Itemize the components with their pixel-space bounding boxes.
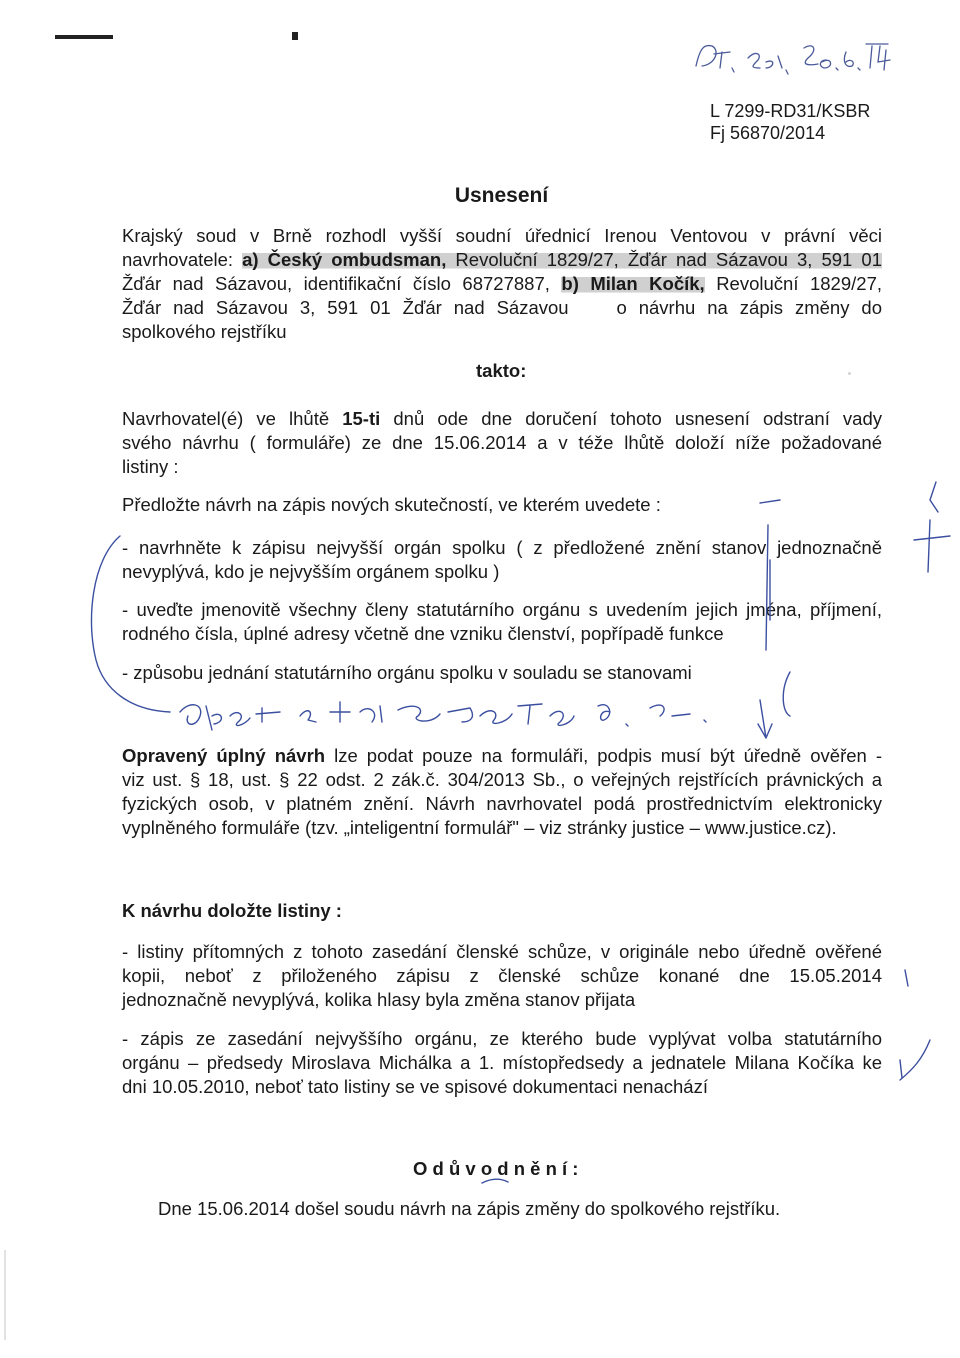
deadline-days: 15-ti bbox=[342, 408, 381, 429]
scan-edge-mark bbox=[848, 372, 851, 375]
list-2-line-3: dni 10.05.2010, neboť tato listiny se ve spisové dokumentaci nenachází bbox=[122, 1076, 708, 1097]
list-2-line-1: - zápis ze zasedání nejvyššího orgánu, ze kterého bude vyplývat volba statutárního bbox=[122, 1028, 882, 1049]
para-2: Předložte návrh na zápis nových skutečností, ve kterém uvedete : bbox=[122, 494, 661, 515]
file-number: Fj 56870/2014 bbox=[710, 123, 826, 143]
takto-heading: takto: bbox=[476, 360, 527, 381]
para-1-line-2: svého návrhu ( formuláře) ze dne 15.06.2014 a v téže lhůtě doloží níže požadované bbox=[122, 432, 882, 453]
intro-line-3-suffix: Revoluční 1829/27, bbox=[704, 273, 882, 294]
bullet-2-line-2: rodného čísla, úplné adresy včetně dne vzniku členství, popřípadě funkce bbox=[122, 623, 724, 644]
list-1-line-2: kopii, neboť z přiloženého zápisu z členské schůze konané dne 15.05.2014 bbox=[122, 965, 882, 986]
party-a: a) Český ombudsman, bbox=[242, 249, 447, 270]
intro-line-1: Krajský soud v Brně rozhodl vyšší soudní úřednicí Irenou Ventovou v právní věci bbox=[122, 225, 882, 246]
intro-line-2 bbox=[122, 248, 882, 272]
scan-mark bbox=[55, 35, 113, 39]
list-1-line-3: jednoznačně nevyplývá, kolika hlasy byla změna stanov přijata bbox=[122, 989, 636, 1010]
reference-number: L 7299-RD31/KSBR bbox=[710, 101, 871, 121]
bullet-1-line-1: - navrhněte k zápisu nejvyšší orgán spolku ( z předložené znění stanov jednoznačně bbox=[122, 537, 882, 558]
intro-line-5: spolkového rejstříku bbox=[122, 321, 287, 342]
party-b: b) Milan Kočík, bbox=[561, 273, 705, 294]
para-1-line-1 bbox=[122, 407, 882, 431]
list-1-line-1: - listiny přítomných z tohoto zasedání členské schůze, v originále nebo úředně ověřené bbox=[122, 941, 882, 962]
justification-heading: O d ů v o d n ě n í : bbox=[413, 1158, 579, 1179]
scan-mark bbox=[292, 32, 298, 40]
para-1-line-3: listiny : bbox=[122, 456, 179, 477]
justification-text: Dne 15.06.2014 došel soudu návrh na zápis změny do spolkového rejstříku. bbox=[158, 1198, 781, 1219]
handwritten-date bbox=[690, 22, 900, 78]
bullet-1-line-2: nevyplývá, kdo je nejvyšším orgánem spolku ) bbox=[122, 561, 500, 582]
documents-heading: K návrhu doložte listiny : bbox=[122, 900, 342, 921]
para-3-line-4: vyplněného formuláře (tzv. „inteligentní formulář" – viz stránky justice – www.justice.cz). bbox=[122, 817, 837, 838]
corrected-proposal-label: Opravený úplný návrh bbox=[122, 745, 326, 766]
intro-line-4: Žďár nad Sázavou 3, 591 01 Žďár nad Sázavou o návrhu na zápis změny do bbox=[122, 297, 882, 318]
intro-line-3-prefix: Žďár nad Sázavou, identifikační číslo 68727887, bbox=[122, 273, 562, 294]
para-1-suffix: dnů ode dne doručení tohoto usnesení odstraní vady bbox=[380, 408, 882, 429]
bullet-2-line-1: - uveďte jmenovitě všechny členy statutárního orgánu s uvedením jejich jména, příjmení, bbox=[122, 599, 882, 620]
intro-line-3 bbox=[122, 272, 882, 296]
intro-line-2-suffix: Revoluční 1829/27, Žďár nad Sázavou 3, 591 01 bbox=[446, 249, 882, 270]
para-3-line-2: viz ust. § 18, ust. § 22 odst. 2 zák.č. 304/2013 Sb., o veřejných rejstřících právnických a bbox=[122, 769, 882, 790]
bullet-3: - způsobu jednání statutárního orgánu spolku v souladu se stanovami bbox=[122, 662, 692, 683]
para-3-line-1-suffix: lze podat pouze na formuláři, podpis musí být úředně ověřen - bbox=[325, 745, 882, 766]
document-title: Usnesení bbox=[454, 184, 549, 207]
scan-edge-mark bbox=[4, 1250, 6, 1340]
para-1-prefix: Navrhovatel(é) ve lhůtě bbox=[122, 408, 343, 429]
list-2-line-2: orgánu – předsedy Miroslava Michálka a 1. místopředsedy a jednatele Milana Kočíka ke bbox=[122, 1052, 882, 1073]
para-3-line-1 bbox=[122, 744, 882, 768]
para-3-line-3: fyzických osob, v platném znění. Návrh navrhovatel podá prostřednictvím elektronicky bbox=[122, 793, 882, 814]
intro-line-2-prefix: navrhovatele: bbox=[122, 249, 243, 270]
